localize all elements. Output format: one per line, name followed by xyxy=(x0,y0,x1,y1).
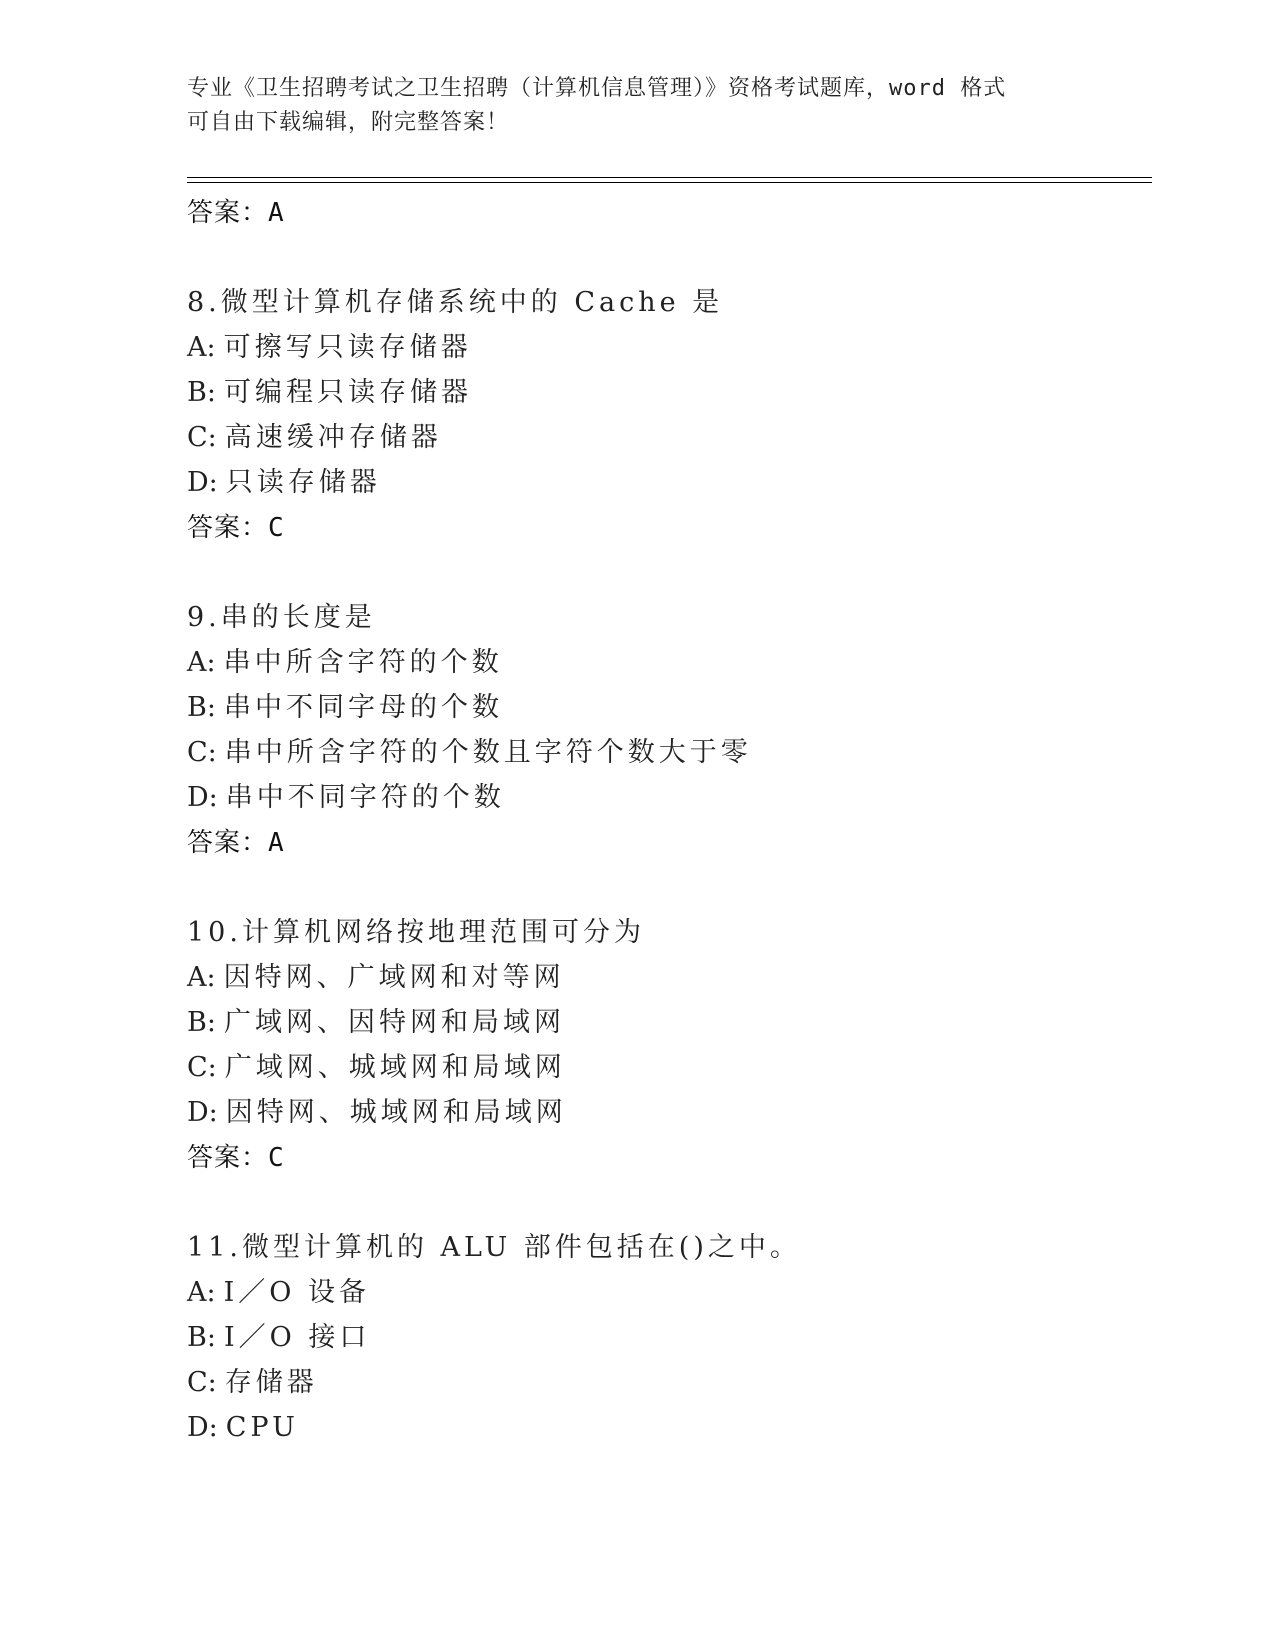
option-letter: B: xyxy=(187,692,216,723)
question-9 xyxy=(187,595,1087,866)
option-text: 广域网、因特网和局域网 xyxy=(223,1007,565,1038)
document-header xyxy=(187,72,1087,140)
option-text: 串中不同字符的个数 xyxy=(225,782,505,813)
option-text: 可编程只读存储器 xyxy=(223,377,472,408)
question-10 xyxy=(187,910,1087,1181)
answer-line: 答案：A xyxy=(187,198,285,228)
option-letter: B: xyxy=(187,377,216,408)
option-c xyxy=(187,1360,1087,1405)
option-text: 高速缓冲存储器 xyxy=(224,422,442,453)
option-b xyxy=(187,685,1087,730)
answer-line: 答案：C xyxy=(187,513,285,543)
option-letter: C: xyxy=(187,1367,217,1398)
question-11 xyxy=(187,1225,1087,1450)
option-a xyxy=(187,1270,1087,1315)
option-letter: D: xyxy=(187,467,218,498)
option-letter: D: xyxy=(187,1097,218,1128)
option-letter: B: xyxy=(187,1322,216,1353)
option-d xyxy=(187,1090,1087,1135)
option-letter: A: xyxy=(187,962,216,993)
answer-line: 答案：C xyxy=(187,1143,285,1173)
option-text: 因特网、城域网和局域网 xyxy=(225,1097,567,1128)
option-b xyxy=(187,1315,1087,1360)
header-divider-bottom xyxy=(187,182,1152,183)
option-d xyxy=(187,1405,1087,1450)
option-letter: D: xyxy=(187,1412,218,1443)
option-d xyxy=(187,460,1087,505)
option-letter: C: xyxy=(187,1052,217,1083)
option-a xyxy=(187,325,1087,370)
option-a xyxy=(187,955,1087,1000)
header-line-1: 专业《卫生招聘考试之卫生招聘（计算机信息管理）》资格考试题库，word 格式 xyxy=(187,76,1007,101)
option-text: 串中所含字符的个数且字符个数大于零 xyxy=(224,737,752,768)
option-letter: A: xyxy=(187,647,216,678)
option-letter: B: xyxy=(187,1007,216,1038)
option-letter: C: xyxy=(187,737,217,768)
question-list xyxy=(187,190,1087,1450)
option-text: 串中所含字符的个数 xyxy=(223,647,503,678)
option-letter: A: xyxy=(187,1277,216,1308)
question-title: 10.计算机网络按地理范围可分为 xyxy=(187,917,645,948)
question-title: 9.串的长度是 xyxy=(187,602,376,633)
option-text: I／O 接口 xyxy=(223,1322,371,1353)
option-c xyxy=(187,415,1087,460)
question-title: 11.微型计算机的 ALU 部件包括在()之中。 xyxy=(187,1232,801,1263)
option-a xyxy=(187,640,1087,685)
option-text: 存储器 xyxy=(224,1367,318,1398)
header-divider-top xyxy=(187,177,1152,178)
option-letter: A: xyxy=(187,332,216,363)
option-text: CPU xyxy=(225,1412,299,1443)
option-c xyxy=(187,1045,1087,1090)
option-d xyxy=(187,775,1087,820)
option-text: 可擦写只读存储器 xyxy=(223,332,472,363)
option-text: 只读存储器 xyxy=(225,467,381,498)
question-8 xyxy=(187,280,1087,551)
option-text: 串中不同字母的个数 xyxy=(223,692,503,723)
option-c xyxy=(187,730,1087,775)
option-text: I／O 设备 xyxy=(223,1277,370,1308)
header-line-2: 可自由下载编辑，附完整答案！ xyxy=(187,110,510,135)
option-text: 广域网、城域网和局域网 xyxy=(224,1052,566,1083)
option-text: 因特网、广域网和对等网 xyxy=(223,962,565,993)
option-b xyxy=(187,370,1087,415)
answer-line: 答案：A xyxy=(187,828,285,858)
option-letter: D: xyxy=(187,782,218,813)
question-title: 8.微型计算机存储系统中的 Cache 是 xyxy=(187,287,724,318)
option-letter: C: xyxy=(187,422,217,453)
option-b xyxy=(187,1000,1087,1045)
